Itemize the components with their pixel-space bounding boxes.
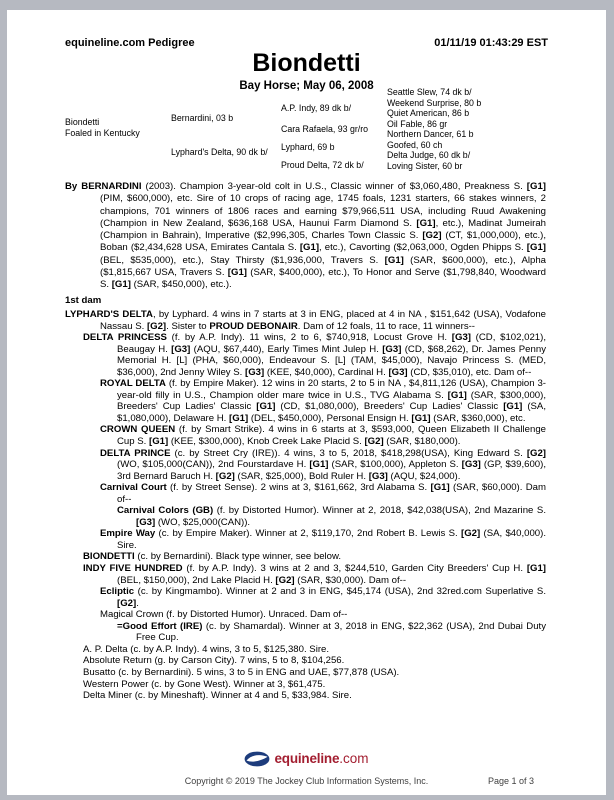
text-run: (f. by A.P. Indy). 11 wins, 2 to 6, $740,918, Locust Grove H. [166,332,452,344]
text-run: (c. by Empire Maker). Winner at 2, $119,170, 2nd Robert B. Lewis S. [155,528,461,540]
pedigree-entry [65,448,546,483]
bold-run: [G1] [503,401,523,413]
bold-run: [G1] [411,412,431,424]
bold-run: [G3] [245,366,265,378]
bold-run: INDY FIVE HUNDRED [83,563,183,575]
text-run: (CD, $68,262), Dr. James Penny Memorial H. [L] (PHA, $60,000), Endeavour S. [L] (TAM, $45,000), Navajo Princess S. (MED, $36,000), 2nd Jenny Wiley S. [117,343,546,378]
text-run: (c. by Street Cry (IRE)). 4 wins, 3 to 5, 2018, $418,298(USA), King Edward S. [170,447,527,459]
bold-run: Ecliptic [100,586,135,598]
pedigree-entry [65,644,546,656]
bold-run: [G2] [364,436,384,448]
bold-run: [G1] [111,279,131,291]
text-run: (c. by Bernardini). Black type winner, see below. [134,551,342,563]
text-run: Western Power (c. by Gone West). Winner at 3, $61,475. [83,678,326,690]
logo-domain-text: .com [339,751,369,766]
bold-run: [G1] [256,401,276,413]
bold-run: DELTA PRINCE [100,447,171,459]
report-type-label: equineline.com Pedigree [65,37,195,49]
bold-run: [G1] [526,563,546,575]
text-run: (CT, $1,000,000), etc.), Boban ($2,434,628 USA, Emirates Cantala S. [100,230,547,254]
tree-node: Lyphard, 69 b [281,142,335,152]
text-run: , by Lyphard. 4 wins in 7 starts at 3 in ENG, placed at 4 in NA , $151,642 (USA), Vodafone Nassau S. [100,309,547,332]
bold-run: [G2] [526,447,546,459]
tree-node: Northern Dancer, 61 b [387,129,474,139]
text-run: (2003). Champion 3-year-old colt in U.S., Classic winner of $3,060,480, Preakness S. [141,181,527,192]
bold-run: [G1] [430,482,450,494]
text-run: (KEE, $40,000), Cardinal H. [264,366,389,378]
text-run: , etc.), Cavorting ($2,063,000, Ogden Phipps S. [319,242,527,254]
text-run: Delta Miner (c. by Mineshaft). Winner at 4 and 5, $33,984. Sire. [83,690,352,702]
text-run: (SAR, $100,000), Appleton S. [328,459,462,471]
bold-run: [G2] [275,574,295,586]
text-run: (f. by Smart Strike). 4 wins in 6 starts at 3, $593,000, Queen Elizabeth II Challenge Cup S. [117,424,546,448]
bold-run: Carnival Colors (GB) [117,505,214,517]
tree-sire: Bernardini, 03 b [171,113,234,123]
pedigree-entry [65,667,546,679]
text-run: (SA, $40,000). Sire. [117,528,546,551]
bold-run: [G1] [149,436,169,448]
page-number: Page 1 of 3 [487,776,534,786]
bold-run: [G2] [215,470,235,482]
text-run: A. P. Delta (c. by A.P. Indy). 4 wins, 3 to 5, $125,380. Sire. [83,643,330,655]
text-run: Absolute Return (g. by Carson City). 7 wins, 5 to 8, $104,256. [83,655,345,667]
bold-run: [G1] [384,254,404,266]
text-run: (AQU, $24,000). [387,470,461,482]
text-run: (WO, $105,000(CAN)), 2nd Fourstardave H. [117,459,310,471]
text-run: Magical Crown (f. by Distorted Humor). Unraced. Dam of-- [100,609,348,621]
copyright-text: Copyright © 2019 The Jockey Club Information Systems, Inc. [184,776,429,786]
text-run: (c. by Kingmambo). Winner at 2 and 3 in ENG, $45,174 (USA), 2nd 32red.com Superlative S. [134,586,546,598]
text-run: (f. by Empire Maker). 12 wins in 20 starts, 2 to 5 in NA , $4,811,126 (USA), Champion 3-year-old filly in U.S., Champion older mare twice in U.S., TVG Alabama S. [117,378,546,401]
tree-subject-name: Biondetti [65,117,100,127]
sire-summary-paragraph [65,181,546,292]
bold-run: [G3] [171,343,191,355]
tree-node: Oil Fable, 86 gr [387,119,448,129]
bold-run: [G1] [227,267,247,279]
bold-run: PROUD DEBONAIR [209,320,298,332]
logo-brand-text: equineline [274,751,340,766]
pedigree-entry [65,378,546,424]
pedigree-entry [65,655,546,667]
text-run: (f. by Distorted Humor). Winner at 2, 2018, $42,038(USA), 2nd Mazarine S. [213,505,546,517]
text-run: . Dam of 12 foals, 11 to race, 11 winners-- [297,320,476,332]
text-run: (CD, $102,021), Beaugay H. [117,332,546,355]
bold-run: =Good Effort (IRE) [117,620,203,632]
text-run: (BEL, $150,000), 2nd Lake Placid H. [117,574,276,586]
tree-node: Proud Delta, 72 dk b/ [281,160,364,170]
bold-run: [G1] [526,242,546,254]
text-run: (KEE, $300,000), Knob Creek Lake Placid S. [168,436,365,448]
bold-run: [G1] [416,217,436,229]
bold-run: [G3] [451,332,471,344]
page-title: Biondetti [252,49,361,77]
text-run: . Sister to [166,320,210,332]
text-run: (SAR, $400,000), etc.), To Honor and Serve ($1,798,840, Woodward S. [100,267,546,291]
footer-logo [7,750,606,768]
report-timestamp: 01/11/19 01:43:29 EST [434,37,548,49]
pedigree-entry [65,482,546,505]
text-run: (SAR, $600,000), etc.), Alpha ($1,815,667 USA, Travers S. [100,254,546,279]
tree-node: Loving Sister, 60 br [387,161,463,171]
bold-run: [G1] [309,459,329,471]
bold-run: [G3] [461,459,481,471]
tree-subject-note: Foaled in Kentucky [65,128,140,138]
tree-dam: Lyphard's Delta, 90 dk b/ [171,147,268,157]
bold-run: [G2] [117,597,137,609]
bold-run: [G2] [146,320,167,332]
text-run: (BEL, $535,000), etc.), Stay Thirsty ($1,936,000, Travers S. [100,254,385,266]
text-run: (SAR, $25,000), Bold Ruler H. [234,470,369,482]
pedigree-tree [65,86,585,182]
text-run: (GP, $39,600), 3rd Bernard Baruch H. [117,459,546,482]
pedigree-entry [65,690,546,702]
bold-run: CROWN QUEEN [100,424,176,436]
bold-run: [G1] [229,412,249,424]
bold-run: [G3] [382,343,402,355]
text-run: . [136,597,139,609]
pedigree-entry [65,505,546,528]
text-run: (SAR, $360,000), etc. [430,412,526,424]
text-run: (WO, $25,000(CAN)). [155,516,251,528]
bold-run: DELTA PRINCESS [83,332,167,344]
first-dam-section [65,295,546,702]
bold-run: Empire Way [100,528,156,540]
tree-node: A.P. Indy, 89 dk b/ [281,103,352,113]
tree-node: Cara Rafaela, 93 gr/ro [281,124,369,134]
text-run: (f. by Street Sense). 2 wins at 3, $161,662, 3rd Alabama S. [166,482,431,494]
bold-run: Carnival Court [100,482,167,494]
text-run: (CD, $1,080,000), Breeders' Cup Ladies' Classic [275,401,504,413]
text-run: (AQU, $67,440), Early Times Mint Julep H. [190,343,383,355]
bold-run: [G3] [388,366,408,378]
text-run: (SAR, $60,000). Dam of-- [117,482,546,505]
page-subtitle: Bay Horse; May 06, 2008 [239,80,374,92]
text-run: (PIM, $600,000), etc. Sire of 10 crops of racing age, 1745 foals, 1231 starters, 66 stakes winners, 2 champions, 701 winners of 1806 races and earning $79,966,511 USA, including Ruud Awakening (Champion in New Zealand, $636,168 USA, Haunui Farm Diamond S. [100,193,546,229]
pedigree-entry [65,609,546,621]
tree-node: Weekend Surprise, 80 b [387,98,482,108]
text-run: (SAR, $30,000). Dam of-- [294,574,407,586]
text-run: (SAR, $300,000), Breeders' Cup Ladies' Classic [117,389,546,413]
bold-run: LYPHARD'S DELTA [65,309,153,320]
bold-run: [G1] [299,242,320,254]
pedigree-entry [65,679,546,691]
pedigree-entry [65,424,546,447]
text-run: , etc.), Madinat Jumeirah (Champion in Bahrain), Imperative ($2,996,305, Charles Town Classic S. [100,217,546,242]
pedigree-entry [65,332,546,378]
bold-run: ROYAL DELTA [100,378,166,390]
bold-run: [G1] [526,181,546,192]
tree-node: Goofed, 60 ch [387,140,443,150]
text-run: (CD, $35,010), etc. Dam of-- [407,366,532,378]
bold-run: [G2] [422,230,442,242]
pedigree-entry [65,563,546,586]
bold-run: By BERNARDINI [65,181,142,192]
text-run: (SAR, $450,000), etc.). [130,279,232,291]
pedigree-entry [65,528,546,551]
text-run: (c. by Shamardal). Winner at 3, 2018 in ENG, $22,362 (USA), 2nd Dubai Duty Free Cup. [136,620,547,644]
pedigree-entry [65,586,546,609]
bold-run: [G3] [136,516,156,528]
pedigree-entry [65,551,546,563]
first-dam-heading: 1st dam [65,295,102,306]
text-run: Busatto (c. by Bernardini). 5 wins, 3 to 5 in ENG and UAE, $77,878 (USA). [83,666,400,678]
pedigree-entry [65,309,546,332]
dam-entries [65,309,546,702]
text-run: (SA, $1,080,000), Delaware H. [117,401,546,424]
text-run: (SAR, $180,000). [383,436,461,448]
pedigree-report-page [7,10,606,795]
pedigree-entry [65,621,546,644]
page-header [65,37,548,49]
text-run: (f. by A.P. Indy). 3 wins at 2 and 3, $244,510, Garden City Breeders' Cup H. [182,563,527,575]
equineline-logo-icon [244,751,270,767]
tree-node: Quiet American, 86 b [387,108,470,118]
tree-node: Seattle Slew, 74 dk b/ [387,87,472,97]
bold-run: [G3] [368,470,388,482]
bold-run: [G1] [447,389,467,401]
bold-run: BIONDETTI [83,551,135,563]
tree-node: Delta Judge, 60 dk b/ [387,150,471,160]
text-run: (DEL, $450,000), Personal Ensign H. [248,412,412,424]
bold-run: [G2] [461,528,481,540]
